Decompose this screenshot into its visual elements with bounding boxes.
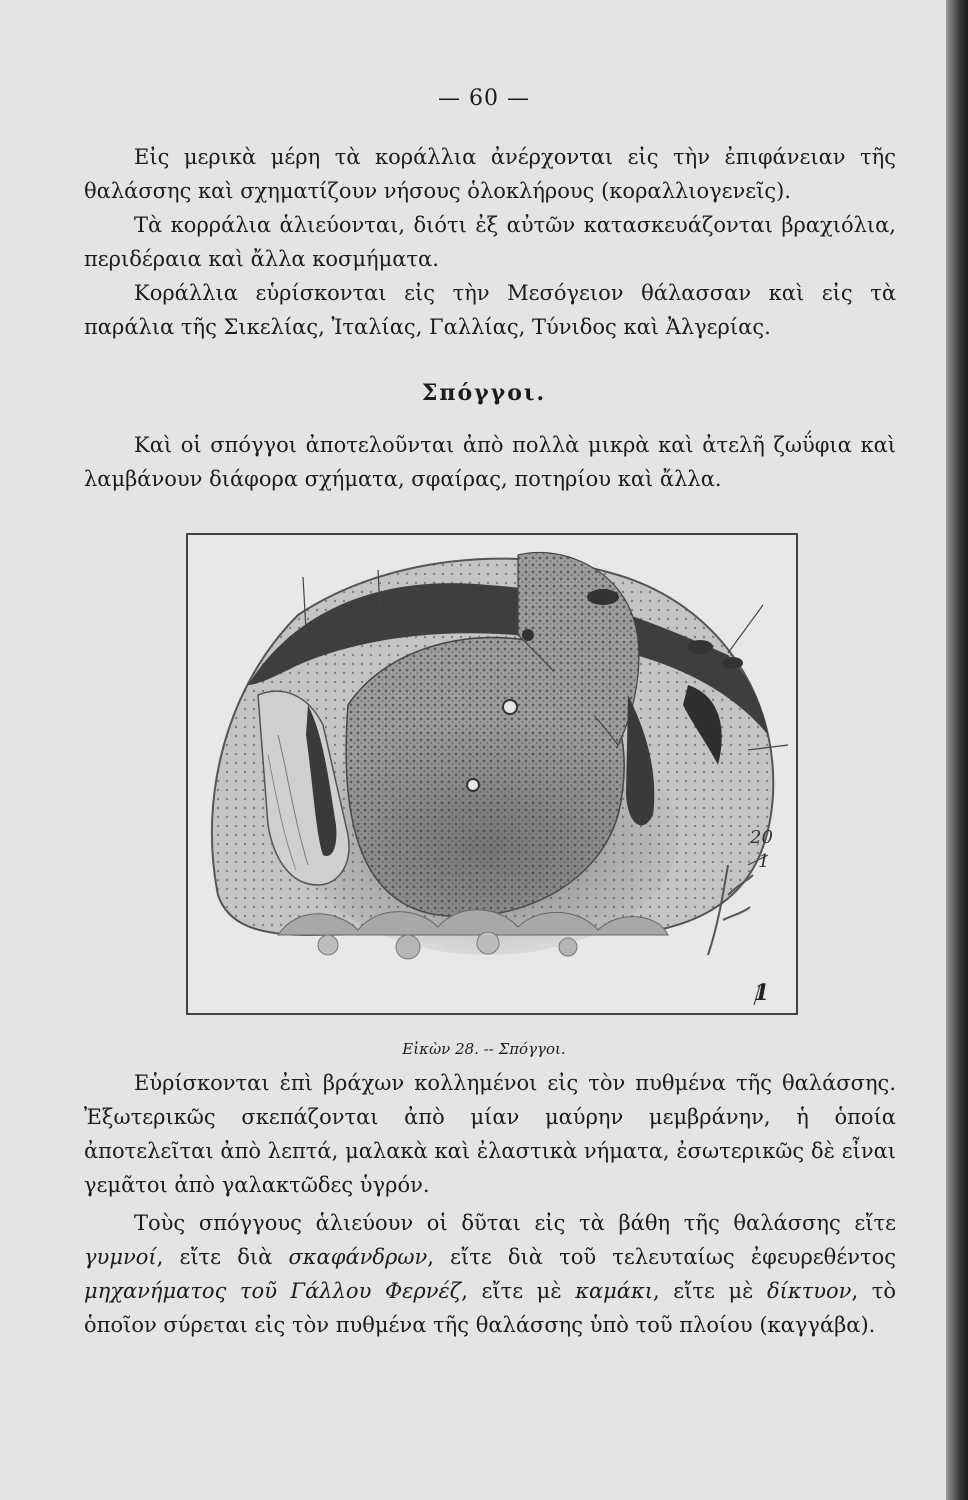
figure-caption: Εἰκὼν 28. -- Σπόγγοι. <box>402 1040 566 1058</box>
paragraph: Κοράλλια εὑρίσκονται εἰς τὴν Μεσόγειον θάλασσαν καὶ εἰς τὰ παράλια τῆς Σικελίας, Ἰταλίας, Γαλλίας, Τύνιδος καὶ Ἀλγερίας. <box>84 281 896 339</box>
emphasis: γυμνοί <box>84 1245 157 1269</box>
section-heading: Σπόγγοι. <box>421 380 547 406</box>
emphasis: δίκτυον <box>766 1279 852 1303</box>
sponges-habitat <box>84 1066 896 1202</box>
book-spine-shadow <box>946 0 968 1500</box>
label-1-bottom: 1 <box>754 980 770 1006</box>
corals-text <box>84 140 896 344</box>
emphasis: μηχανήματος τοῦ Γάλλου Φερνέζ <box>84 1279 462 1303</box>
paragraph: Εἰς μερικὰ μέρη τὰ κοράλλια ἀνέρχονται εἰς τὴν ἐπιφάνειαν τῆς θαλάσσης καὶ σχηματίζουν νήσους ὁλοκλήρους (κοραλλιογενεῖς). <box>84 145 896 203</box>
sponges-intro <box>84 428 896 496</box>
label-20: 20 <box>750 827 773 848</box>
paragraph: Εὑρίσκονται ἐπὶ βράχων κολλημένοι εἰς τὸν πυθμένα τῆς θαλάσσης. Ἐξωτερικῶς σκεπάζονται ἀπὸ μίαν μαύρην μεμβράνην, ἡ ὁποία ἀποτελεῖται ἀπὸ λεπτά, μαλακὰ καὶ ἐλαστικὰ νήματα, ἐσωτερικῶς δὲ εἶναι γεμᾶτοι ἀπὸ γαλακτῶδες ὑγρόν. <box>84 1071 896 1197</box>
sponge-drawing <box>188 535 796 1013</box>
page-number: — 60 — <box>438 86 530 111</box>
emphasis: σκαφάνδρων <box>288 1245 428 1269</box>
paragraph: Τοὺς σπόγγους ἁλιεύουν οἱ δῦται εἰς τὰ βάθη τῆς θαλάσσης εἴτε γυμνοί, εἴτε διὰ σκαφάνδρων, εἴτε διὰ τοῦ τελευταίως ἐφευρεθέντος μηχανήματος τοῦ Γάλλου Φερνέζ, εἴτε μὲ καμάκι, εἴτε μὲ δίκτυον, τὸ ὁποῖον σύρεται εἰς τὸν πυθμένα τῆς θαλάσσης ὑπὸ τοῦ πλοίου (καγγάβα). <box>84 1211 896 1337</box>
sponges-fishing <box>84 1206 896 1342</box>
paragraph: Τὰ κορράλια ἁλιεύονται, διότι ἐξ αὐτῶν κατασκευάζονται βραχιόλια, περιδέραια καὶ ἄλλα κοσμήματα. <box>84 213 896 271</box>
sponge-illustration <box>186 533 798 1015</box>
emphasis: καμάκι <box>575 1279 653 1303</box>
label-1: 1 <box>758 851 770 872</box>
paragraph: Καὶ οἱ σπόγγοι ἀποτελοῦνται ἀπὸ πολλὰ μικρὰ καὶ ἀτελῆ ζωΰφια καὶ λαμβάνουν διάφορα σχήματα, σφαίρας, ποτηρίου καὶ ἄλλα. <box>84 433 896 491</box>
